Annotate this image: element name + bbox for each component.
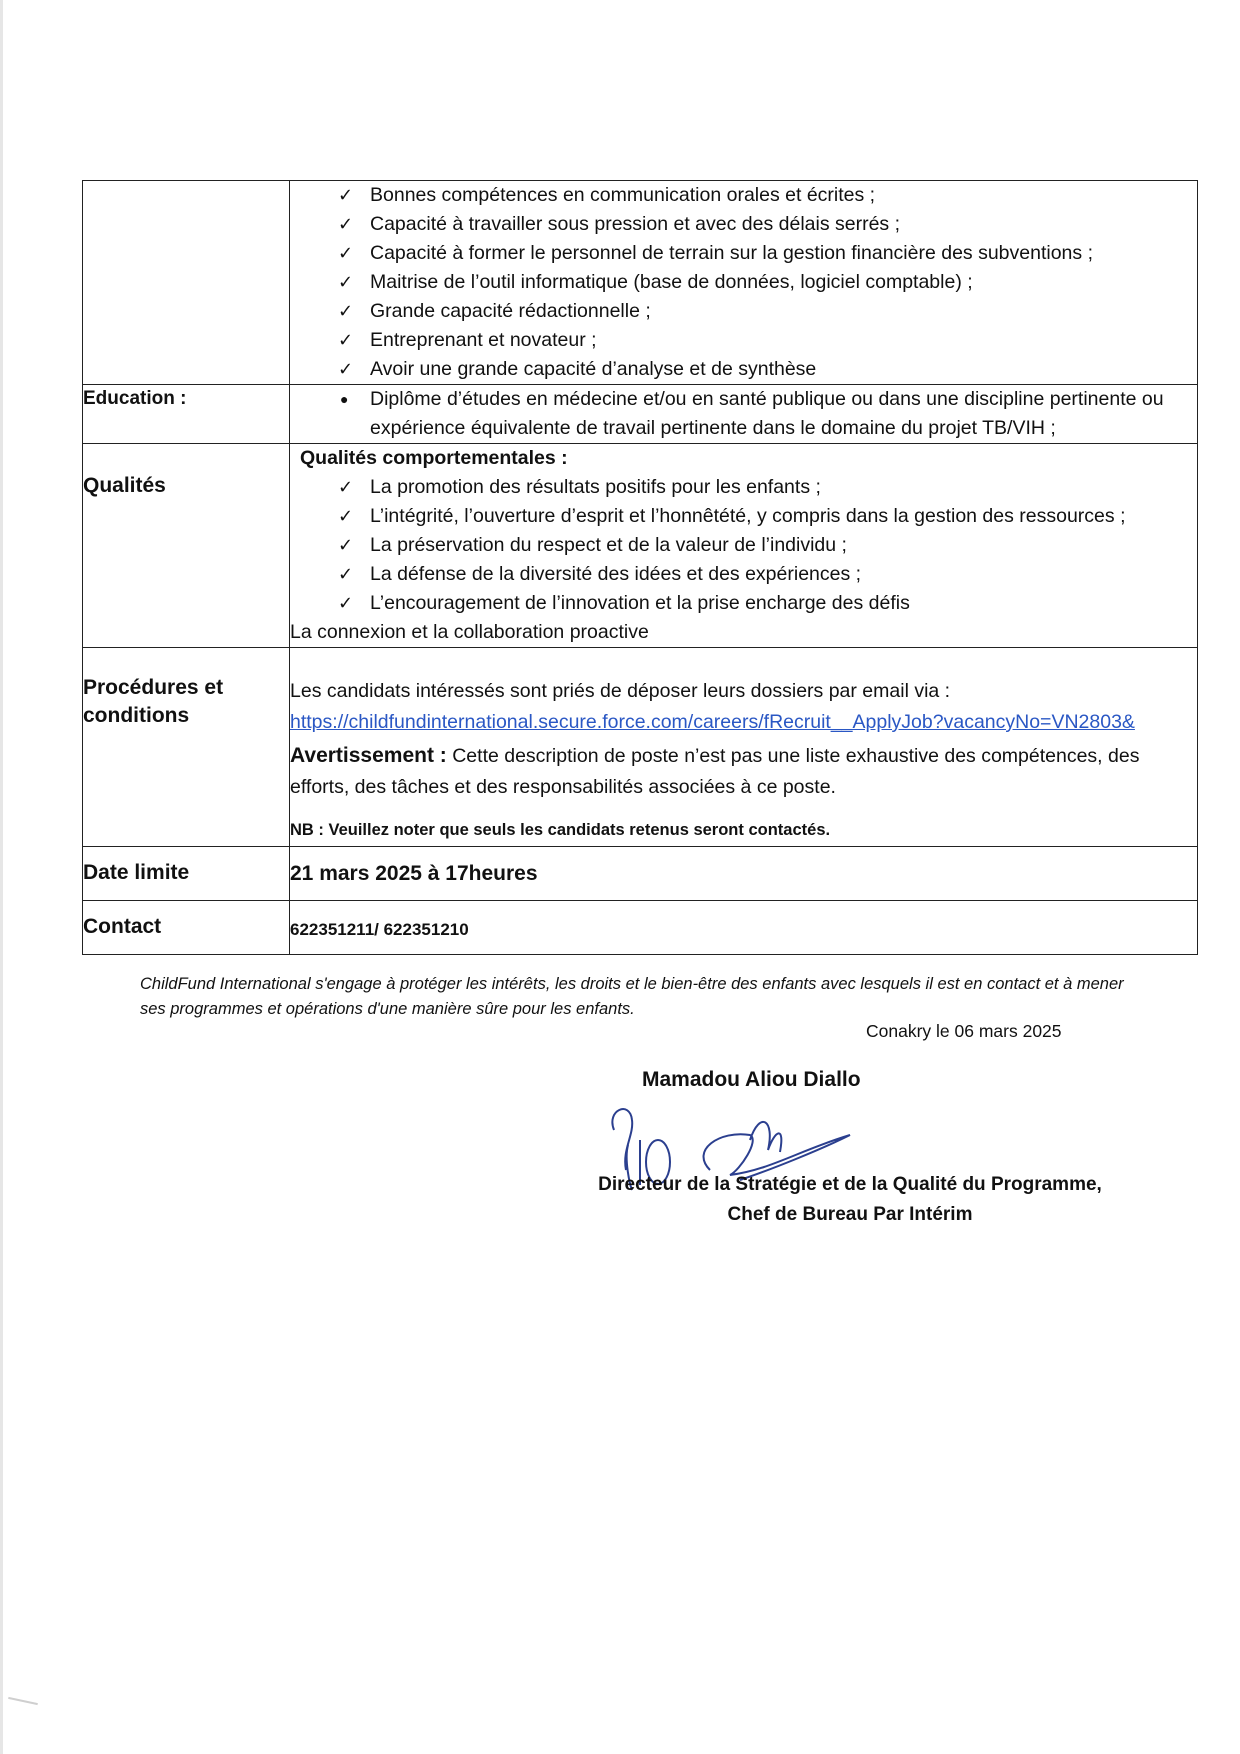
qualites-content [290, 444, 1198, 648]
row-deadline [83, 847, 1198, 901]
bullet-icon: ● [340, 391, 349, 407]
list-item: ✓ L’intégrité, l’ouverture d’esprit et l’honnêtété, y compris dans la gestion des ressources ; [338, 502, 1197, 531]
skills-content [290, 181, 1198, 385]
warning-paragraph [290, 740, 1197, 803]
education-content [290, 385, 1198, 444]
signer-title [590, 1170, 1110, 1230]
list-item: ● Diplôme d’études en médecine et/ou en santé publique ou dans une discipline pertinente ou expérience équivalente de travail pertinente dans le domaine du projet TB/VIH ; [338, 385, 1197, 443]
education-label: Education : [83, 388, 187, 409]
procedures-label: Procédures et conditions [83, 676, 224, 727]
procedures-label-cell [83, 648, 290, 847]
check-icon: ✓ [338, 593, 354, 614]
deadline-label: Date limite [83, 861, 190, 884]
contact-value: 622351211/ 622351210 [290, 920, 469, 939]
list-item: ✓ Capacité à travailler sous pression et avec des délais serrés ; [338, 210, 1197, 239]
list-item: ✓ Bonnes compétences en communication orales et écrites ; [338, 181, 1197, 210]
list-item: ✓ Entreprenant et novateur ; [338, 326, 1197, 355]
list-item: ✓ Avoir une grande capacité d’analyse et de synthèse [338, 355, 1197, 384]
warning-label: Avertissement : [290, 744, 447, 767]
deadline-value: 21 mars 2025 à 17heures [290, 862, 538, 885]
job-details-table [82, 180, 1198, 955]
qualites-list [290, 473, 1197, 618]
education-list [290, 385, 1197, 443]
check-icon: ✓ [338, 506, 354, 527]
contact-label: Contact [83, 915, 162, 938]
skills-list [290, 181, 1197, 384]
row-contact [83, 901, 1198, 955]
qualites-extra: La connexion et la collaboration proactive [290, 621, 649, 643]
check-icon: ✓ [338, 272, 354, 293]
page-edge [0, 0, 3, 1754]
check-icon: ✓ [338, 564, 354, 585]
row-education [83, 385, 1198, 444]
check-icon: ✓ [338, 535, 354, 556]
signer-name: Mamadou Aliou Diallo [642, 1068, 861, 1091]
list-item: ✓ L’encouragement de l’innovation et la prise encharge des défis [338, 589, 1197, 618]
qualites-label-cell [83, 444, 290, 648]
row-qualites [83, 444, 1198, 648]
list-item: ✓ Grande capacité rédactionnelle ; [338, 297, 1197, 326]
list-item: ✓ La préservation du respect et de la valeur de l’individu ; [338, 531, 1197, 560]
contact-content [290, 901, 1198, 955]
list-item: ✓ Maitrise de l’outil informatique (base de données, logiciel comptable) ; [338, 268, 1197, 297]
procedures-intro: Les candidats intéressés sont priés de déposer leurs dossiers par email via : [290, 680, 951, 702]
contact-label-cell [83, 901, 290, 955]
list-item: ✓ La défense de la diversité des idées et des expériences ; [338, 560, 1197, 589]
place-date: Conakry le 06 mars 2025 [866, 1021, 1062, 1041]
check-icon: ✓ [338, 214, 354, 235]
education-label-cell [83, 385, 290, 444]
check-icon: ✓ [338, 330, 354, 351]
row-skills [83, 181, 1198, 385]
childfund-commitment-note: ChildFund International s'engage à protéger les intérêts, les droits et le bien-être des enfants avec lesquels il est en contact et à mener ses programmes et opérations d'une manière sûre pour les enfants. [140, 975, 1124, 1018]
signer-title-line-1: Directeur de la Stratégie et de la Qualité du Programme, [598, 1174, 1102, 1195]
list-item: ✓ Capacité à former le personnel de terrain sur la gestion financière des subventions ; [338, 239, 1197, 268]
procedures-content [290, 648, 1198, 847]
check-icon: ✓ [338, 185, 354, 206]
skills-label-cell [83, 181, 290, 385]
deadline-content [290, 847, 1198, 901]
deadline-label-cell [83, 847, 290, 901]
list-item: ✓ La promotion des résultats positifs pour les enfants ; [338, 473, 1197, 502]
row-procedures [83, 648, 1198, 847]
nb-note: NB : Veuillez noter que seuls les candidats retenus seront contactés. [290, 821, 831, 839]
check-icon: ✓ [338, 243, 354, 264]
signer-title-line-2: Chef de Bureau Par Intérim [727, 1204, 973, 1225]
application-link[interactable]: https://childfundinternational.secure.force.com/careers/fRecruit__ApplyJob?vacancyNo=VN2803& [290, 711, 1135, 733]
check-icon: ✓ [338, 477, 354, 498]
qualites-heading: Qualités comportementales : [300, 447, 568, 469]
qualites-label: Qualités [83, 474, 166, 497]
warning-text: Cette description de poste n’est pas une liste exhaustive des compétences, des efforts, des tâches et des responsabilités associées à ce poste. [290, 745, 1140, 798]
check-icon: ✓ [338, 301, 354, 322]
scan-mark [8, 1697, 38, 1705]
check-icon: ✓ [338, 359, 354, 380]
